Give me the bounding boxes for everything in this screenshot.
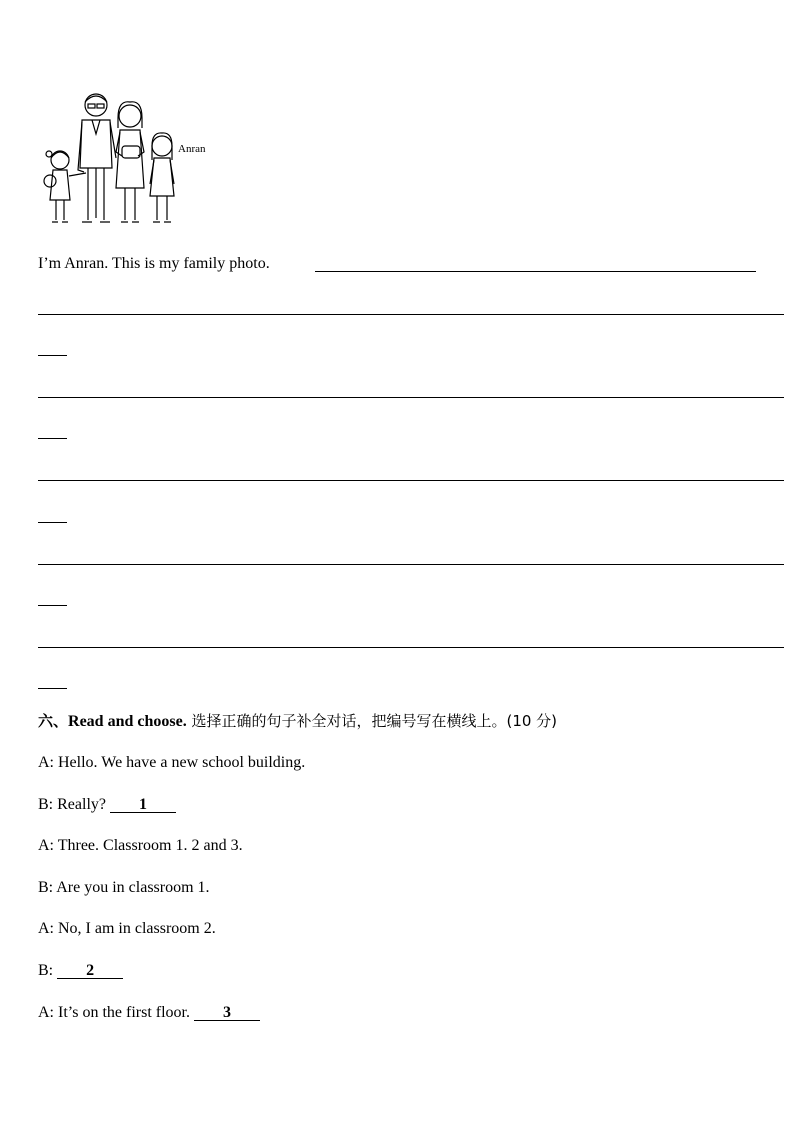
writing-line-5-tail bbox=[38, 605, 67, 606]
answer-blank-2[interactable]: 2 bbox=[57, 961, 123, 981]
section-title: Read and choose. bbox=[68, 713, 187, 730]
writing-line-6[interactable] bbox=[38, 647, 784, 648]
speaker: B: bbox=[38, 962, 54, 979]
speaker: A: bbox=[38, 1004, 54, 1021]
anran-figure bbox=[150, 133, 174, 222]
family-illustration bbox=[38, 88, 218, 230]
writing-line-2[interactable] bbox=[38, 314, 784, 315]
dialogue-line-2 bbox=[38, 795, 176, 815]
dialogue-text: It’s on the first floor. bbox=[58, 1004, 194, 1021]
answer-blank-1[interactable]: 1 bbox=[110, 795, 176, 815]
speaker: A: bbox=[38, 837, 54, 854]
dialogue-line-3 bbox=[38, 836, 243, 856]
answer-blank-3[interactable]: 3 bbox=[194, 1003, 260, 1023]
speaker: A: bbox=[38, 920, 54, 937]
anran-name-label: Anran bbox=[178, 143, 206, 155]
intro-sentence: I’m Anran. This is my family photo. bbox=[38, 255, 270, 272]
dialogue-line-6 bbox=[38, 961, 123, 981]
speaker: A: bbox=[38, 754, 54, 771]
dialogue-text: Three. Classroom 1. 2 and 3. bbox=[57, 837, 243, 854]
writing-line-4-tail bbox=[38, 522, 67, 523]
writing-line-5[interactable] bbox=[38, 564, 784, 565]
father-figure bbox=[78, 94, 116, 222]
dialogue-line-1 bbox=[38, 753, 305, 773]
section-number: 六、 bbox=[38, 712, 69, 730]
dialogue-line-5 bbox=[38, 919, 216, 939]
dialogue-text: Are you in classroom 1. bbox=[56, 879, 210, 896]
writing-line-4[interactable] bbox=[38, 480, 784, 481]
dialogue-line-4 bbox=[38, 878, 210, 898]
writing-line-1[interactable] bbox=[315, 271, 756, 272]
writing-line-3[interactable] bbox=[38, 397, 784, 398]
writing-line-6-tail bbox=[38, 688, 67, 689]
writing-line-3-tail bbox=[38, 438, 67, 439]
speaker: B: bbox=[38, 879, 54, 896]
dialogue-line-7 bbox=[38, 1003, 260, 1023]
dialogue-text: No, I am in classroom 2. bbox=[58, 920, 216, 937]
dialogue-text: Really? bbox=[57, 796, 110, 813]
speaker: B: bbox=[38, 796, 54, 813]
writing-line-2-tail bbox=[38, 355, 67, 356]
dialogue-text: Hello. We have a new school building. bbox=[58, 754, 306, 771]
section-heading bbox=[38, 711, 557, 732]
section-instruction: 选择正确的句子补全对话，把编号写在横线上。(10 分) bbox=[186, 712, 558, 730]
mother-figure bbox=[116, 102, 144, 222]
